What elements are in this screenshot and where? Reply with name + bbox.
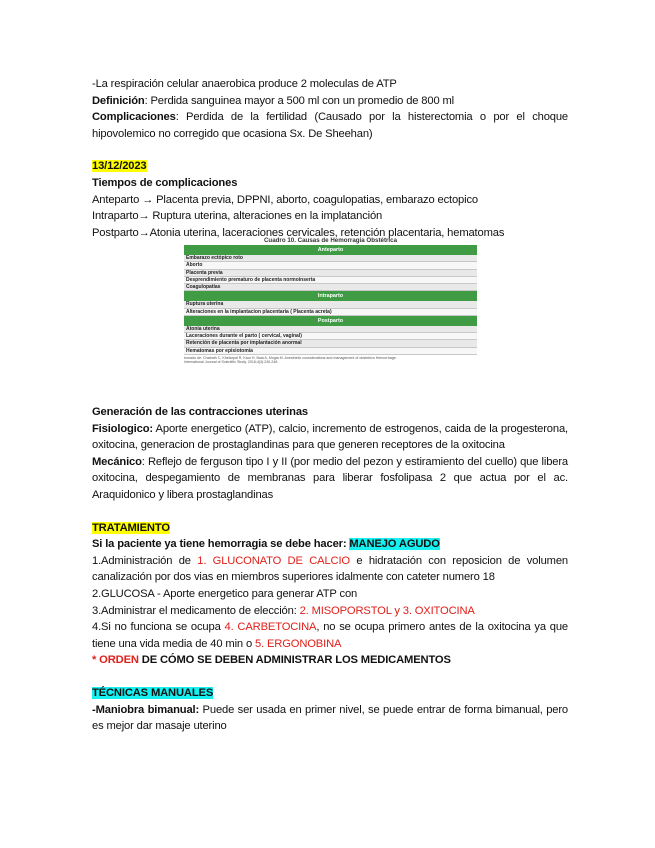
treatment-item-3 xyxy=(92,603,568,620)
causes-table-figure xyxy=(184,236,477,365)
table-caption: Cuadro 10. Causas de Hemorragia Obstétrica xyxy=(263,237,398,244)
table-row xyxy=(184,284,477,291)
carbetocina-drug: 4. CARBETOCINA xyxy=(224,621,317,634)
orden-star: * ORDEN xyxy=(92,654,139,667)
complicaciones-text: : Perdida de la fertilidad (Causado por la histerectomia o por el choque hipovolemico no corregido que ocasiona Sx. De Sheehan) xyxy=(92,111,568,140)
table-row xyxy=(184,276,477,283)
maniobra-label: -Maniobra bimanual: xyxy=(92,703,200,716)
table-row xyxy=(184,340,477,347)
ergonobina-drug: 5. ERGONOBINA xyxy=(254,637,342,650)
orden-text: DE CÓMO SE DEBEN ADMINISTRAR LOS MEDICAMENTOS xyxy=(138,654,451,667)
maniobra-text: Puede ser usada en primer nivel, se puede entrar de forma bimanual, pero es mejor dar masaje uterino xyxy=(92,703,569,733)
item4-text-a: 4.Si no funciona se ocupa xyxy=(92,621,225,634)
table-row xyxy=(184,269,477,276)
item4-text-b: , no se ocupa primero antes de la oxitocina ya que tiene una vida media de 40 min o xyxy=(92,621,568,650)
table-source-line-2: International Journal of Scientific Study. 2016;4(3):240-248 xyxy=(184,360,278,365)
table-cell: Aborto xyxy=(184,262,477,269)
treatment-item-4 xyxy=(92,619,568,652)
table-cell: Embarazo ectópico roto xyxy=(184,255,477,262)
table-row xyxy=(184,333,477,340)
table-row xyxy=(184,326,477,333)
intraparto-line: Intraparto→ Ruptura uterina, alteraciones en la implatanción xyxy=(92,210,383,223)
table-cell: Placenta previa xyxy=(184,269,477,276)
anteparto-line: Anteparto → Placenta previa, DPPNI, aborto, coagulopatias, embarazo ectopico xyxy=(92,193,478,206)
table-cell: Coagulopatías xyxy=(184,284,477,291)
item1-text-a: 1.Administración de xyxy=(92,554,198,567)
definicion-paragraph xyxy=(92,93,568,110)
maniobra-paragraph xyxy=(92,702,568,735)
table-cell: Retención de placenta por implantación anormal xyxy=(184,340,477,347)
table-cell: Desprendimiento prematuro de placenta normoinserta xyxy=(184,276,477,283)
definicion-text: : Perdida sanguinea mayor a 500 ml con un promedio de 800 ml xyxy=(144,94,454,107)
line-respiracion: -La respiración celular anaerobica produce 2 moleculas de ATP xyxy=(92,78,397,90)
document-page xyxy=(92,76,568,241)
table-section-header xyxy=(184,245,477,255)
tecnicas-heading: TÉCNICAS MANUALES xyxy=(92,686,214,699)
date-heading: 13/12/2023 xyxy=(92,160,147,173)
mecanico-paragraph xyxy=(92,454,568,504)
complicaciones-paragraph xyxy=(92,109,568,142)
gluconato-drug: 1. GLUCONATO DE CALCIO xyxy=(197,554,350,567)
manejo-line xyxy=(92,536,568,553)
contracciones-heading: Generación de las contracciones uterinas xyxy=(92,406,308,418)
table-cell: Ruptura uterina xyxy=(184,301,477,308)
manejo-agudo-highlight: MANEJO AGUDO xyxy=(349,538,440,551)
table-row xyxy=(184,308,477,315)
table-row xyxy=(184,301,477,308)
table-section-header xyxy=(184,315,477,326)
fisiologico-paragraph xyxy=(92,421,568,454)
tiempos-heading: Tiempos de complicaciones xyxy=(92,176,238,189)
table-source xyxy=(184,356,477,365)
complicaciones-label: Complicaciones xyxy=(92,111,176,124)
orden-line xyxy=(92,652,568,669)
treatment-item-2: 2.GLUCOSA - Aporte energetico para generar ATP con xyxy=(92,587,358,600)
table-cell: Hematomas por episiotomía xyxy=(184,347,477,354)
postparto-line: Postparto→Atonia uterina, laceraciones cervicales, retención placentaria, hematomas xyxy=(92,226,505,239)
causes-table xyxy=(184,245,477,355)
mecanico-label: Mecánico xyxy=(92,455,142,468)
misoprostol-oxitocina-drugs: 2. MISOPORSTOL y 3. OXITOCINA xyxy=(299,604,475,617)
mecanico-text: : Reflejo de ferguson tipo I y II (por medio del pezon y estiramiento del cuello) que libera oxitocina, despegamiento de membranas para liberar fosfolipasa 2 que actua por el ac. Araquidonico y libera prostaglandinas xyxy=(92,455,568,501)
table-cell: Atonía uterina xyxy=(184,326,477,333)
table-section-header xyxy=(184,291,477,302)
table-cell: Laceraciones durante el parto ( cervical, vaginal) xyxy=(184,333,477,340)
table-section-title: Anteparto xyxy=(184,245,477,255)
table-section-title: Postparto xyxy=(184,315,477,326)
treatment-item-1 xyxy=(92,553,568,586)
document-page-lower xyxy=(92,404,568,735)
item3-text-a: 3.Administrar el medicamento de elección: xyxy=(92,604,300,617)
table-row xyxy=(184,255,477,262)
table-row xyxy=(184,347,477,354)
tratamiento-heading: TRATAMIENTO xyxy=(92,521,170,534)
table-source-line-1: tomado de: Chatrath C, Khetarpal R, Kaur H, Bala A, Mogla M. Anesthetic considerations and management of obstetrics Hemorrhage. xyxy=(184,355,397,360)
table-row xyxy=(184,262,477,269)
definicion-label: Definición xyxy=(92,94,145,107)
fisiologico-label: Fisiologico: xyxy=(92,422,153,435)
fisiologico-text: Aporte energetico (ATP), calcio, incremento de estrogenos, caida de la progesterona, oxitocina, generacion de prostaglandinas para que generen receptores de la oxitocina xyxy=(92,422,568,452)
si-text: Si la paciente ya tiene hemorragia se debe hacer: xyxy=(92,538,350,551)
item1-text-b: e hidratación con reposicion de volumen canalización por dos vias en miembros superiores idalmente con cateter numero 18 xyxy=(92,554,568,584)
table-cell: Alteraciones en la implantacion placentaria ( Placenta acreta) xyxy=(184,308,477,315)
table-section-title: Intraparto xyxy=(184,291,477,302)
